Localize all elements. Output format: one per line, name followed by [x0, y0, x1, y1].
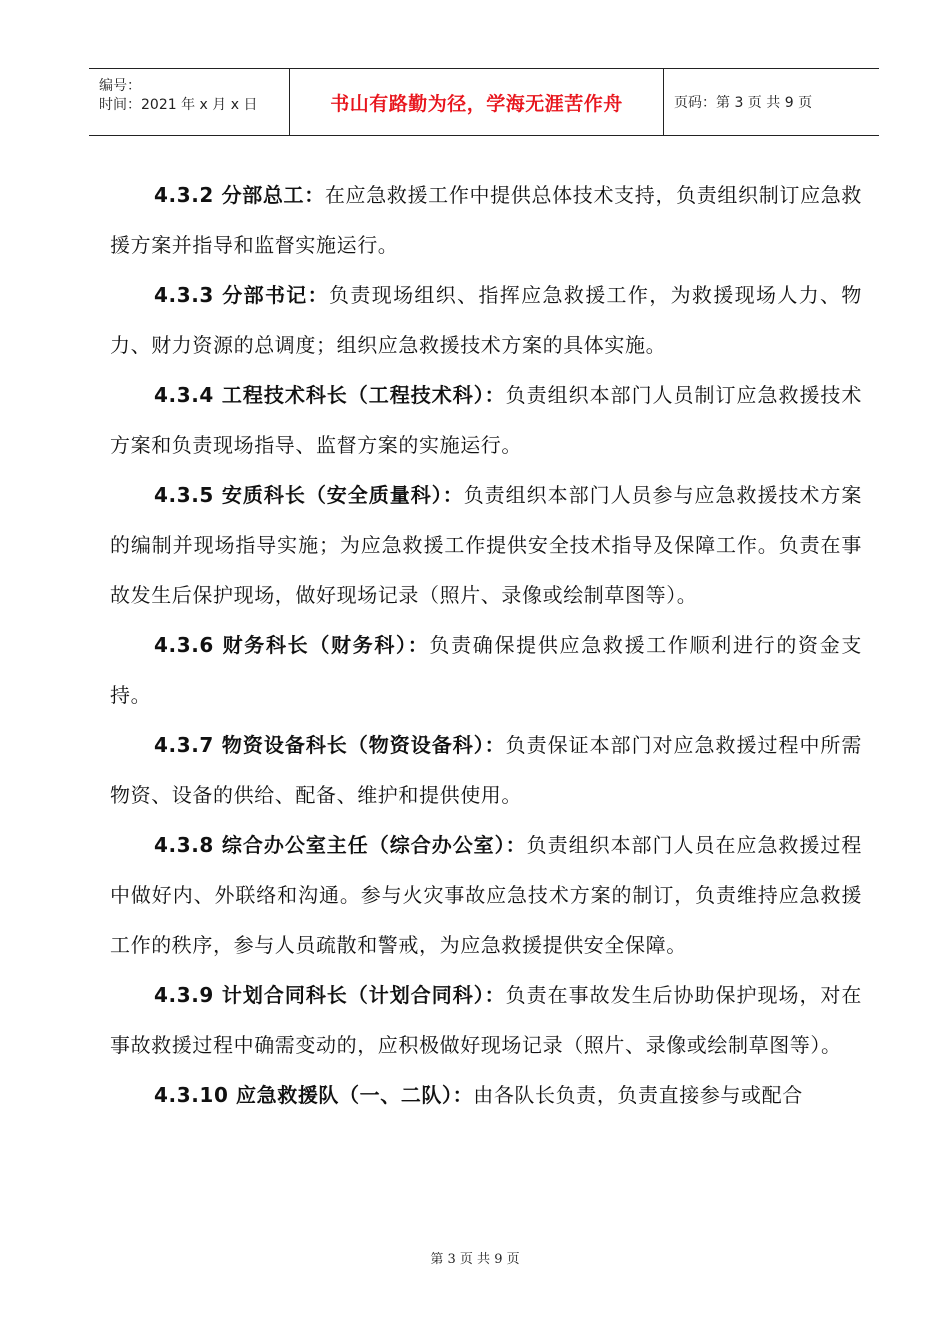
paragraph-4-3-10 — [110, 1070, 862, 1120]
paragraph-text: 由各队长负责，负责直接参与或配合 — [473, 1083, 803, 1107]
paragraph-text: 负责现场组织、指挥应急救援工作，为救援现场人力、物力、财力资源的总调度；组织应急救援技术方案的具体实施。 — [110, 283, 863, 357]
document-body — [110, 170, 862, 1120]
paragraph-4-3-7 — [110, 720, 862, 820]
paragraph-text: 负责组织本部门人员参与应急救援技术方案的编制并现场指导实施；为应急救援工作提供安全技术指导及保障工作。负责在事故发生后保护现场，做好现场记录（照片、录像或绘制草图等）。 — [110, 483, 862, 607]
paragraph-heading: 4.3.7 物资设备科长（物资设备科）： — [154, 733, 506, 757]
paragraph-heading: 4.3.8 综合办公室主任（综合办公室）： — [154, 833, 527, 857]
paragraph-text: 负责组织本部门人员制订应急救援技术方案和负责现场指导、监督方案的实施运行。 — [110, 383, 863, 457]
paragraph-4-3-9 — [110, 970, 862, 1070]
paragraph-4-3-4 — [110, 370, 862, 470]
page-footer: 第 3 页 共 9 页 — [430, 1252, 520, 1267]
paragraph-heading: 4.3.3 分部书记： — [154, 283, 330, 307]
document-number-label: 编号： — [99, 78, 141, 94]
paragraph-4-3-6 — [110, 620, 862, 720]
paragraph-4-3-3 — [110, 270, 862, 370]
paragraph-heading: 4.3.9 计划合同科长（计划合同科）： — [154, 983, 506, 1007]
paragraph-4-3-2 — [110, 170, 862, 270]
header-meta-cell — [89, 69, 290, 135]
header-page-code: 页码：第 3 页 共 9 页 — [674, 95, 813, 111]
paragraph-heading: 4.3.10 应急救援队（一、二队）： — [154, 1083, 474, 1107]
header-motto: 书山有路勤为径，学海无涯苦作舟 — [290, 69, 664, 135]
paragraph-4-3-5 — [110, 470, 862, 620]
paragraph-heading: 4.3.2 分部总工： — [154, 183, 325, 207]
paragraph-4-3-8 — [110, 820, 862, 970]
paragraph-heading: 4.3.4 工程技术科长（工程技术科）： — [154, 383, 506, 407]
paragraph-heading: 4.3.6 财务科长（财务科）： — [154, 633, 430, 657]
paragraph-heading: 4.3.5 安质科长（安全质量科）： — [154, 483, 464, 507]
paragraph-text: 负责组织本部门人员在应急救援过程中做好内、外联络和沟通。参与火灾事故应急技术方案的制订，负责维持应急救援工作的秩序，参与人员疏散和警戒，为应急救援提供安全保障。 — [110, 833, 862, 957]
document-date-label: 时间：2021 年 x 月 x 日 — [99, 97, 258, 113]
page-header — [89, 68, 879, 136]
paragraph-text: 负责确保提供应急救援工作顺利进行的资金支持。 — [110, 633, 862, 707]
paragraph-text: 负责在事故发生后协助保护现场，对在事故救援过程中确需变动的，应积极做好现场记录（照片、录像或绘制草图等）。 — [110, 983, 863, 1057]
paragraph-text: 在应急救援工作中提供总体技术支持，负责组织制订应急救援方案并指导和监督实施运行。 — [110, 183, 862, 257]
paragraph-text: 负责保证本部门对应急救援过程中所需物资、设备的供给、配备、维护和提供使用。 — [110, 733, 863, 807]
